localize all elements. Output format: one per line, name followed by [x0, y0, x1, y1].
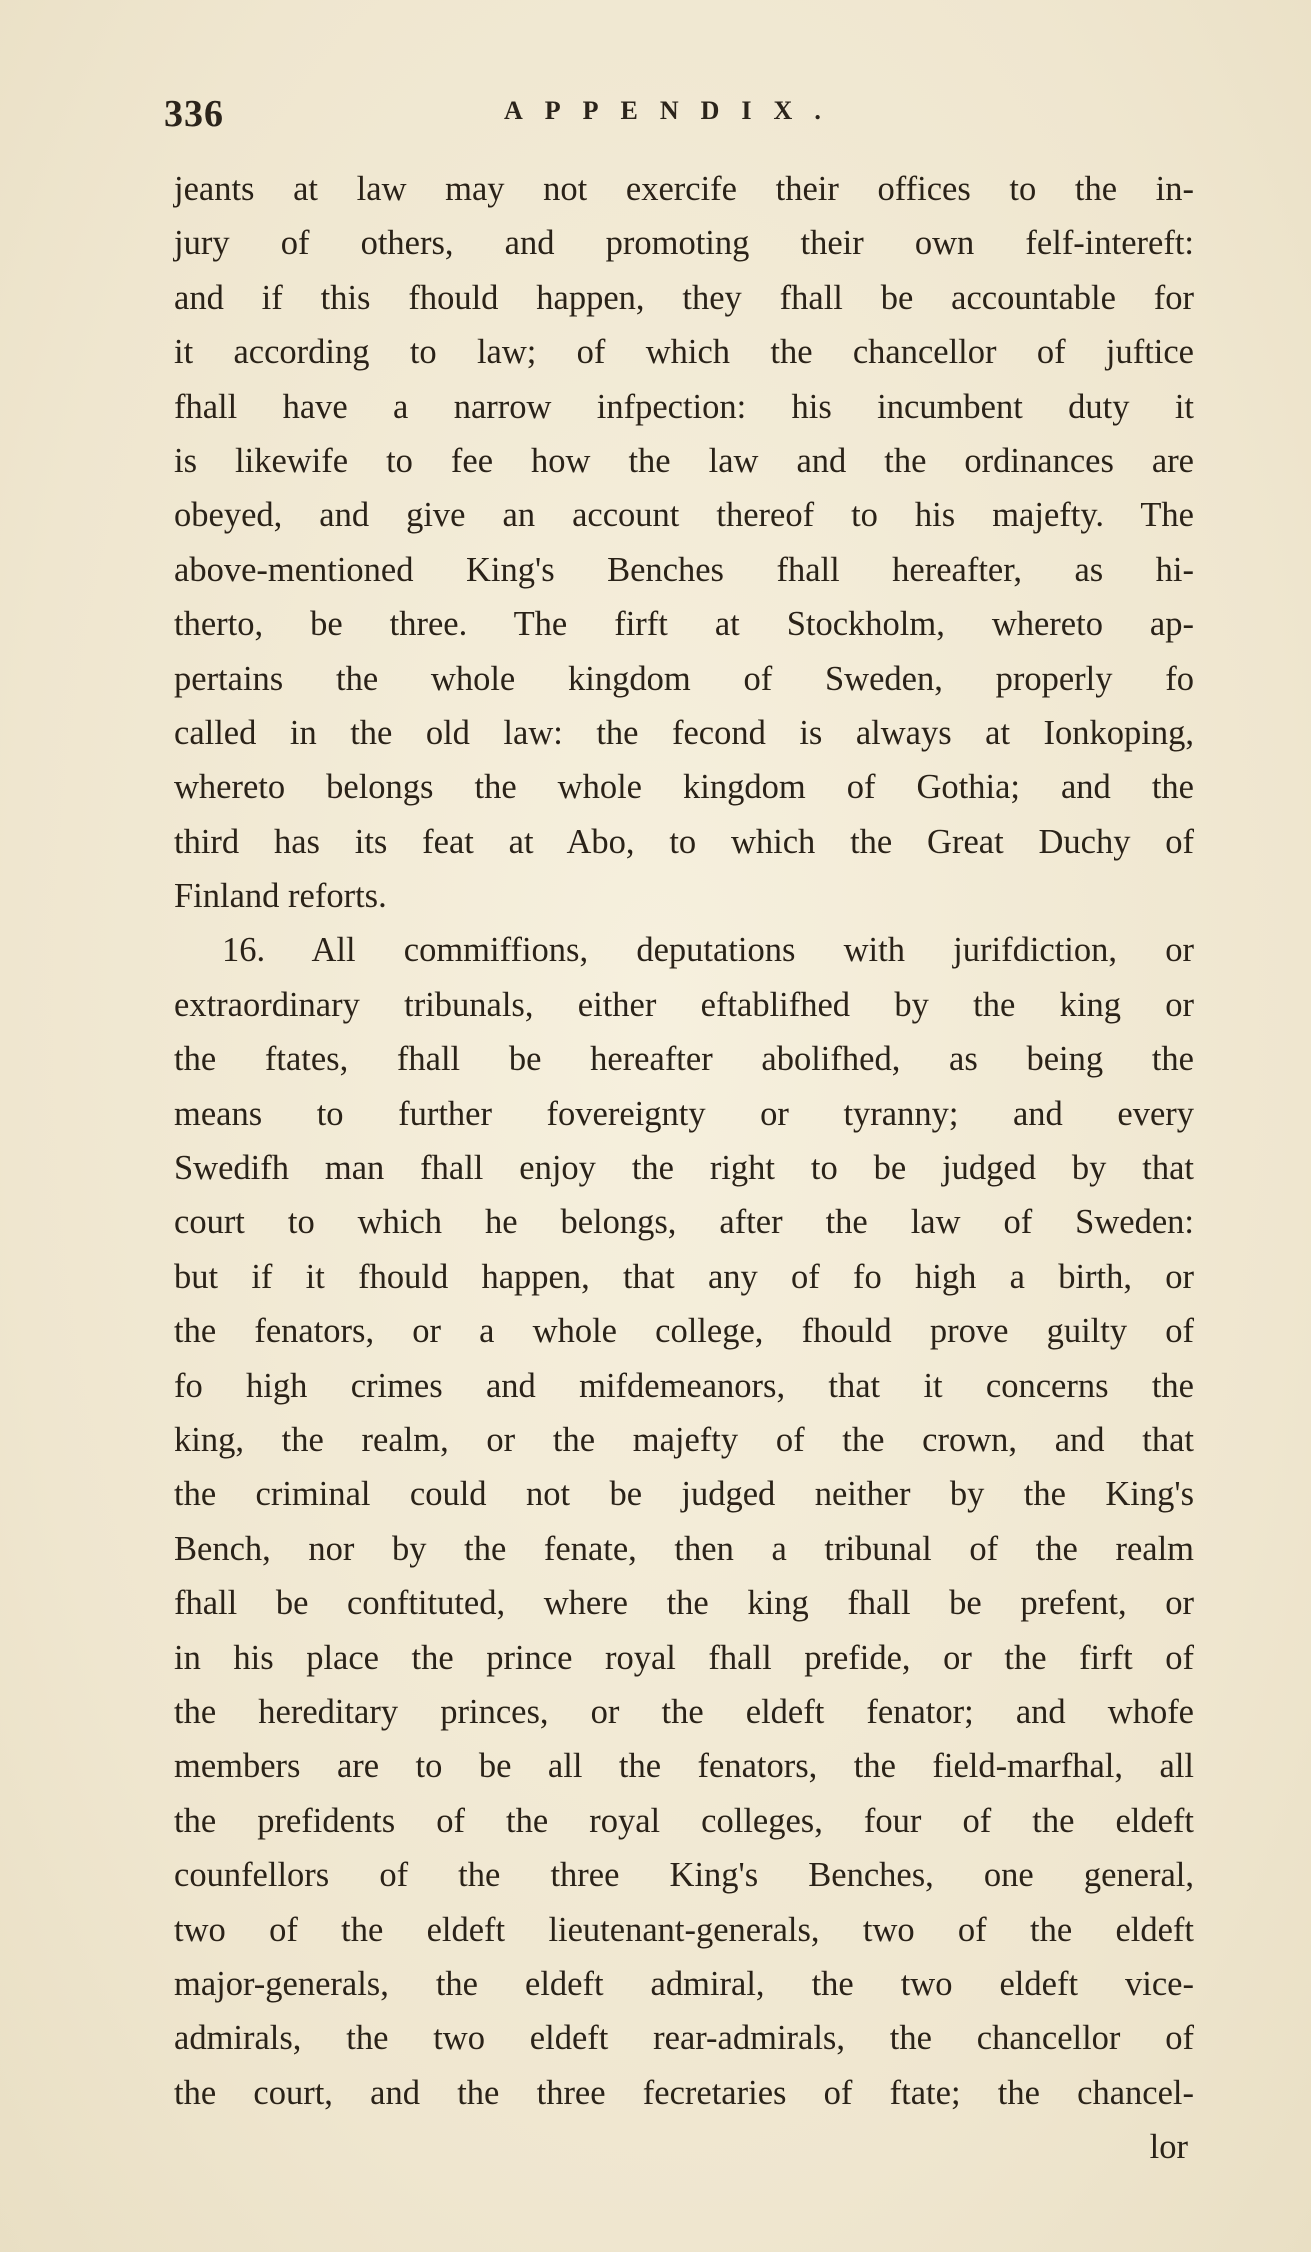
text-line: fhall have a narrow infpection: his incumbent duty it — [174, 387, 1194, 426]
text-line: major-generals, the eldeft admiral, the two eldeft vice- — [174, 1964, 1194, 2003]
text-line: the court, and the three fecretaries of ftate; the chancel- — [174, 2073, 1194, 2112]
text-line: the criminal could not be judged neither by the King's — [174, 1475, 1194, 1514]
catchword: lor — [1149, 2128, 1188, 2167]
text-line: called in the old law: the fecond is always at Ionkoping, — [174, 713, 1194, 752]
text-line: counfellors of the three King's Benches, one general, — [174, 1856, 1194, 1895]
text-line: obeyed, and give an account thereof to his majefty. The — [174, 496, 1194, 535]
text-line: members are to be all the fenators, the field-marfhal, all — [174, 1747, 1194, 1786]
text-line: and if this fhould happen, they fhall be accountable for — [174, 278, 1194, 317]
text-line: but if it fhould happen, that any of fo high a birth, or — [174, 1257, 1194, 1296]
text-line: Bench, nor by the fenate, then a tribunal of the realm — [174, 1529, 1194, 1568]
text-line: in his place the prince royal fhall prefide, or the firft of — [174, 1638, 1194, 1677]
text-line: admirals, the two eldeft rear-admirals, the chancellor of — [174, 2019, 1194, 2058]
text-line: court to which he belongs, after the law of Sweden: — [174, 1203, 1194, 1242]
text-line: Finland reforts. — [174, 877, 387, 916]
text-line: is likewife to fee how the law and the ordinances are — [174, 441, 1194, 480]
text-line: the prefidents of the royal colleges, four of the eldeft — [174, 1801, 1194, 1840]
text-line: the fenators, or a whole college, fhould prove guilty of — [174, 1312, 1194, 1351]
text-line: it according to law; of which the chancellor of juftice — [174, 333, 1194, 372]
text-line: pertains the whole kingdom of Sweden, properly fo — [174, 659, 1194, 698]
page-header — [164, 84, 1164, 144]
text-line: 16. All commiffions, deputations with jurifdiction, or — [222, 931, 1194, 970]
text-line: the ftates, fhall be hereafter abolifhed, as being the — [174, 1040, 1194, 1079]
body-text — [174, 162, 1194, 2174]
page-number: 336 — [164, 93, 224, 135]
text-line: the hereditary princes, or the eldeft fenator; and whofe — [174, 1692, 1194, 1731]
text-line: above-mentioned King's Benches fhall hereafter, as hi- — [174, 550, 1194, 589]
text-line: extraordinary tribunals, either eftablifhed by the king or — [174, 985, 1194, 1024]
text-line: fo high crimes and mifdemeanors, that it concerns the — [174, 1366, 1194, 1405]
text-line: therto, be three. The firft at Stockholm, whereto ap- — [174, 605, 1194, 644]
running-head: APPENDIX. — [504, 96, 843, 125]
text-line: Swedifh man fhall enjoy the right to be judged by that — [174, 1149, 1194, 1188]
text-line: king, the realm, or the majefty of the crown, and that — [174, 1420, 1194, 1459]
text-line: means to further fovereignty or tyranny; and every — [174, 1094, 1194, 1133]
text-line: two of the eldeft lieutenant-generals, two of the eldeft — [174, 1910, 1194, 1949]
text-line: third has its feat at Abo, to which the Great Duchy of — [174, 822, 1194, 861]
text-line: fhall be conftituted, where the king fhall be prefent, or — [174, 1584, 1194, 1623]
text-line: jury of others, and promoting their own felf-intereft: — [174, 224, 1194, 263]
text-line: jeants at law may not exercife their offices to the in- — [174, 170, 1194, 208]
text-line: whereto belongs the whole kingdom of Gothia; and the — [174, 768, 1194, 807]
